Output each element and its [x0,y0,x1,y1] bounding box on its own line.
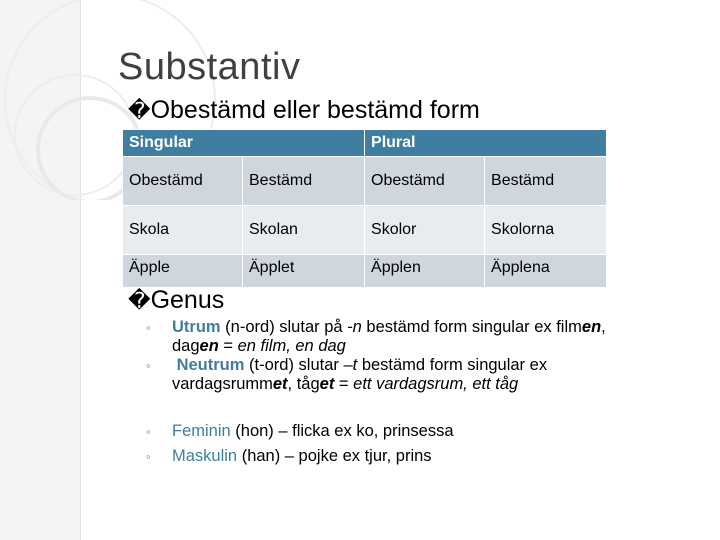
bullet-genus-text: Genus [150,286,225,314]
bullet-genus [128,286,224,315]
bullet-form [128,96,480,125]
table-row [123,157,607,206]
sub-bullet-icon: ◦ [146,358,151,373]
table-cell: Skolan [243,206,365,255]
header-plural: Plural [365,130,607,157]
sub-bullet-icon: ◦ [146,320,151,335]
list-item-feminin: ◦ Feminin (hon) – flicka ex ko, prinsessa [146,422,454,440]
term-utrum: Utrum [172,318,221,336]
table-cell: Bestämd [243,157,365,206]
table-cell: Äpplen [365,255,485,288]
bullet-mark: � [128,289,151,314]
sub-bullet-icon: ◦ [146,449,151,464]
genus-list [146,318,706,466]
table-cell: Skolor [365,206,485,255]
table-row [123,255,607,288]
sub-bullet-icon: ◦ [146,424,151,439]
table-cell: Äpplet [243,255,365,288]
list-item-neutrum: ◦ Neutrum (t-ord) slutar –t bestämd form singular ex vardagsrummet, tåget = ett vardagsrum, ett tåg [146,356,548,393]
table-cell: Bestämd [485,157,607,206]
table-cell: Skolorna [485,206,607,255]
table-cell: Obestämd [123,157,243,206]
table-header-row [123,130,607,157]
list-item-utrum: ◦ Utrum (n-ord) slutar på -n bestämd form singular ex filmen, dagen = en film, en dag [146,318,606,355]
term-neutrum: Neutrum [176,356,245,374]
noun-forms-table [122,129,607,288]
slide-sidebar [0,0,81,540]
term-feminin: Feminin [172,422,231,440]
table-cell: Äpple [123,255,243,288]
table-cell: Äpplena [485,255,607,288]
list-item-maskulin: ◦ Maskulin (han) – pojke ex tjur, prins [146,447,432,465]
bullet-mark: � [128,99,151,124]
table-row [123,206,607,255]
table-cell: Obestämd [365,157,485,206]
header-singular: Singular [123,130,365,157]
table-cell: Skola [123,206,243,255]
bullet-form-text: Obestämd eller bestämd form [150,96,480,124]
slide-title: Substantiv [118,46,301,88]
term-maskulin: Maskulin [172,447,238,465]
